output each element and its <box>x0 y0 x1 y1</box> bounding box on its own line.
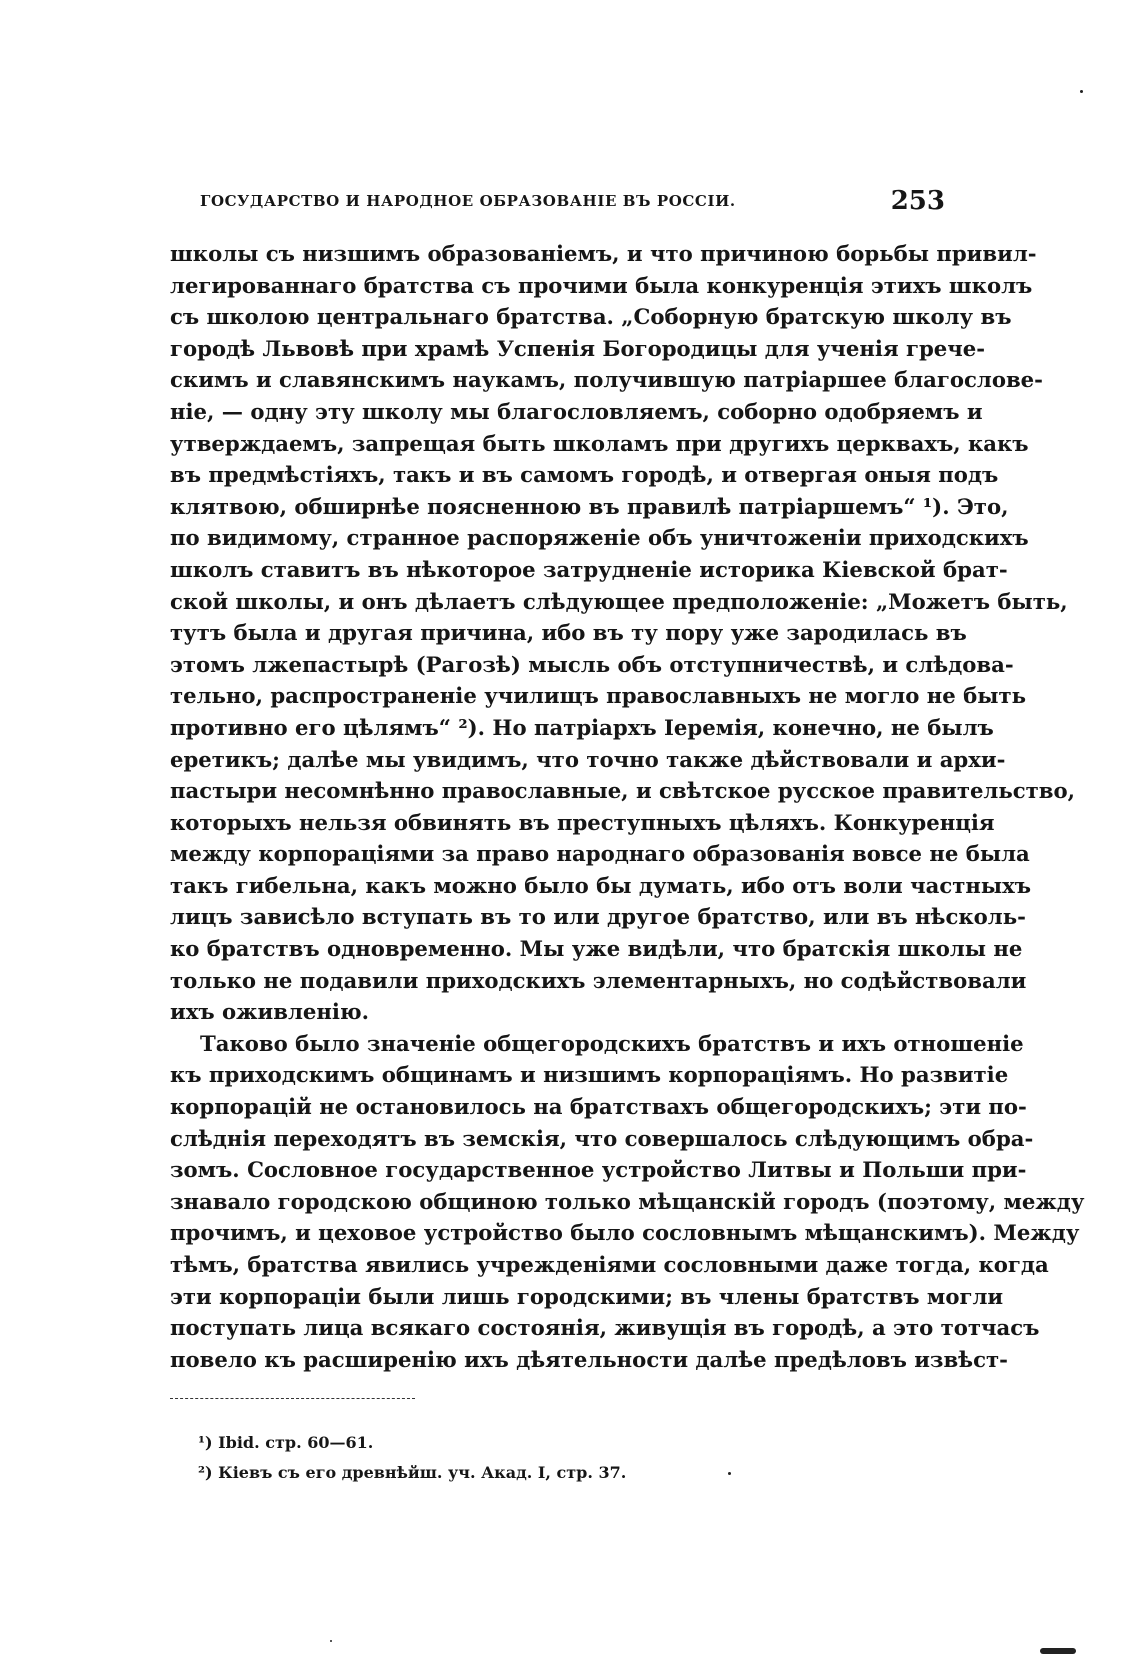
text-line: между корпораціями за право народнаго образованія вовсе не была <box>170 841 1030 867</box>
text-line: по видимому, странное распоряженіе объ уничтоженіи приходскихъ <box>170 525 1029 551</box>
footnotes <box>198 1428 626 1488</box>
text-line: прочимъ, и цеховое устройство было сословнымъ мѣщанскимъ). Между <box>170 1220 1080 1246</box>
text-line: къ приходскимъ общинамъ и низшимъ корпораціямъ. Но развитіе <box>170 1062 1009 1088</box>
text-line: клятвою, обширнѣе поясненною въ правилѣ патріаршемъ“ ¹). Это, <box>170 493 1009 519</box>
text-line: повело къ расширенію ихъ дѣятельности далѣе предѣловъ извѣст- <box>170 1346 1008 1372</box>
text-line: такъ гибельна, какъ можно было бы думать, ибо отъ воли частныхъ <box>170 872 1031 898</box>
text-line-paragraph-start: Таково было значеніе общегородскихъ братствъ и ихъ отношеніе <box>200 1030 1024 1056</box>
scan-speck <box>728 1472 731 1475</box>
text-line: тѣмъ, братства явились учрежденіями сословными даже тогда, когда <box>170 1252 1049 1277</box>
text-line: легированнаго братства съ прочими была конкуренція этихъ школъ <box>170 272 1033 298</box>
text-line: которыхъ нельзя обвинять въ преступныхъ цѣляхъ. Конкуренція <box>170 809 995 835</box>
scan-speck <box>1040 1648 1076 1654</box>
text-line: скимъ и славянскимъ наукамъ, получившую патріаршее благослове- <box>170 367 1043 393</box>
text-line: знавало городскою общиною только мѣщанскій городъ (поэтому, между <box>170 1188 1085 1214</box>
text-line: тутъ была и другая причина, ибо въ ту пору уже зародилась въ <box>170 620 967 646</box>
text-line: слѣднія переходятъ въ земскія, что совершалось слѣдующимъ обра- <box>170 1125 1034 1151</box>
page-number: 253 <box>890 186 945 216</box>
running-title: ГОСУДАРСТВО И НАРОДНОЕ ОБРАЗОВАНІЕ ВЪ РОССІИ. <box>200 192 736 210</box>
text-line: тельно, распространеніе училищъ православныхъ не могло не быть <box>170 683 1026 709</box>
text-line: школъ ставитъ въ нѣкоторое затрудненіе историка Кіевской брат- <box>170 556 1008 582</box>
text-line: ской школы, и онъ дѣлаетъ слѣдующее предположеніе: „Можетъ быть, <box>170 588 1068 614</box>
text-line-paragraph-end: ихъ оживленію. <box>170 999 370 1025</box>
body-text <box>170 238 1085 1375</box>
text-line: еретикъ; далѣе мы увидимъ, что точно также дѣйствовали и архи- <box>170 746 1006 772</box>
running-header <box>170 186 945 220</box>
text-line: городѣ Львовѣ при храмѣ Успенія Богородицы для ученія грече- <box>170 335 986 361</box>
text-line: противно его цѣлямъ“ ²). Но патріархъ Іеремія, конечно, не былъ <box>170 714 994 740</box>
text-line: въ предмѣстіяхъ, такъ и въ самомъ городѣ, и отвергая оныя подъ <box>170 462 999 488</box>
text-line: лицъ зависѣло вступать въ то или другое братство, или въ нѣсколь- <box>170 904 1026 930</box>
text-line: только не подавили приходскихъ элементарныхъ, но содѣйствовали <box>170 967 1027 993</box>
text-line: утверждаемъ, запрещая быть школамъ при другихъ церквахъ, какъ <box>170 430 1029 456</box>
text-line: съ школою центральнаго братства. „Соборную братскую школу въ <box>170 304 1012 330</box>
text-line: ніе, — одну эту школу мы благословляемъ, соборно одобряемъ и <box>170 398 983 424</box>
text-line: пастыри несомнѣнно православные, и свѣтское русское правительство, <box>170 778 1076 804</box>
footnote-2: ²) Кіевъ съ его древнѣйш. уч. Акад. I, стр. 37. <box>198 1463 627 1482</box>
text-line: эти корпораціи были лишь городскими; въ члены братствъ могли <box>170 1283 1004 1309</box>
scan-speck <box>1080 90 1083 93</box>
text-line: ко братствъ одновременно. Мы уже видѣли, что братскія школы не <box>170 936 1023 962</box>
text-line: школы съ низшимъ образованіемъ, и что причиною борьбы привил- <box>170 241 1037 266</box>
text-line: корпорацій не остановилось на братствахъ общегородскихъ; эти по- <box>170 1094 1027 1120</box>
scan-speck <box>330 1640 332 1642</box>
text-line: этомъ лжепастырѣ (Рагозѣ) мысль объ отступничествѣ, и слѣдова- <box>170 651 1014 677</box>
text-line: поступать лица всякаго состоянія, живущія въ городѣ, а это тотчасъ <box>170 1315 1040 1341</box>
text-line: зомъ. Сословное государственное устройство Литвы и Польши при- <box>170 1157 1027 1183</box>
footnote-1: ¹) Ibid. стр. 60—61. <box>198 1433 374 1452</box>
footnote-separator <box>170 1398 415 1399</box>
